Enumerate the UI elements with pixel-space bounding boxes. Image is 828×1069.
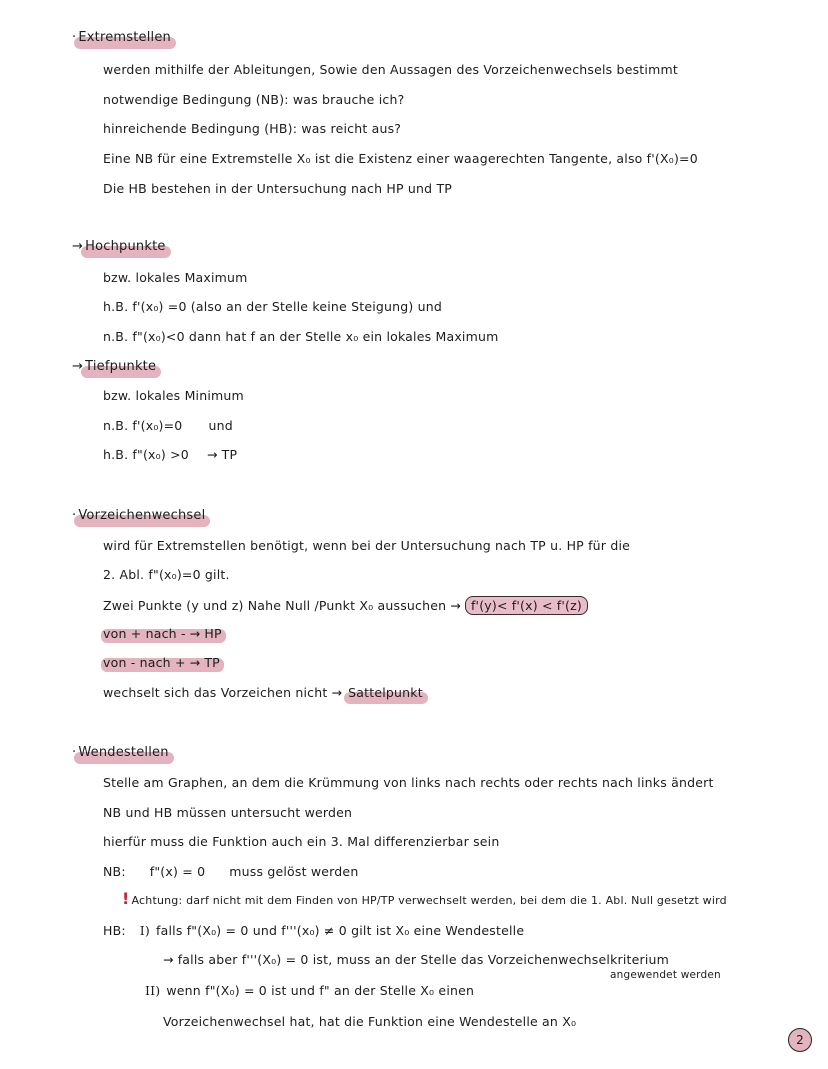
text-line: n.B. f"(x₀)<0 dann hat f an der Stelle x₀ ein lokales Maximum: [103, 329, 499, 344]
arrow-icon: →: [450, 598, 461, 613]
text-line: Vorzeichenwechsel hat, hat die Funktion eine Wendestelle an X₀: [163, 1014, 577, 1029]
arrow-icon: →: [72, 359, 84, 374]
heading-tiefpunkte: → Tiefpunkte: [72, 359, 157, 374]
exclamation-icon: !: [122, 889, 130, 908]
text-line: wird für Extremstellen benötigt, wenn bei der Untersuchung nach TP u. HP für die: [103, 538, 631, 553]
text-line: Eine NB für eine Extremstelle X₀ ist die Existenz einer waagerechten Tangente, also f'(X₀)=0: [103, 151, 698, 166]
text-line: h.B. f"(x₀) >0 → TP: [103, 447, 238, 462]
arrow-icon: →: [331, 685, 343, 700]
text-line: NB: f"(x) = 0 muss gelöst werden: [103, 864, 359, 879]
page-number: 2: [788, 1028, 812, 1052]
text-line: werden mithilfe der Ableitungen, Sowie den Aussagen des Vorzeichenwechsels bestimmt: [103, 62, 678, 77]
arrow-icon: →: [189, 655, 201, 670]
heading-wendestellen: · Wendestellen: [72, 745, 169, 760]
text-line: hinreichende Bedingung (HB): was reicht aus?: [103, 121, 402, 136]
text-line: HB: I) falls f"(X₀) = 0 und f'''(x₀) ≠ 0 gilt ist X₀ eine Wendestelle: [103, 923, 525, 938]
text-line: Zwei Punkte (y und z) Nahe Null /Punkt X₀ aussuchen → f'(y)< f'(x) < f'(z): [103, 596, 588, 615]
text-line: bzw. lokales Maximum: [103, 270, 248, 285]
heading-vorzeichenwechsel: · Vorzeichenwechsel: [72, 508, 206, 523]
heading-hochpunkte: → Hochpunkte: [72, 239, 166, 254]
text-line: Die HB bestehen in der Untersuchung nach HP und TP: [103, 181, 453, 196]
arrow-icon: →: [189, 626, 201, 641]
text-line: h.B. f'(x₀) =0 (also an der Stelle keine Steigung) und: [103, 299, 443, 314]
arrow-icon: →: [206, 447, 218, 462]
text-line: von + nach - → HP: [103, 626, 222, 641]
warning-note: ! Achtung: darf nicht mit dem Finden von HP/TP verwechselt werden, bei dem die 1. Abl. Null gesetzt wird: [122, 889, 727, 908]
boxed-formula: f'(y)< f'(x) < f'(z): [465, 596, 588, 615]
text-line: wechselt sich das Vorzeichen nicht → Sattelpunkt: [103, 685, 423, 700]
text-line: bzw. lokales Minimum: [103, 388, 244, 403]
text-line: 2. Abl. f"(x₀)=0 gilt.: [103, 567, 230, 582]
text-line: n.B. f'(x₀)=0 und: [103, 418, 233, 433]
text-line: hierfür muss die Funktion auch ein 3. Mal differenzierbar sein: [103, 834, 500, 849]
text-line: notwendige Bedingung (NB): was brauche ich?: [103, 92, 405, 107]
text-line: von - nach + → TP: [103, 655, 220, 670]
text-line: → falls aber f'''(X₀) = 0 ist, muss an der Stelle das Vorzeichenwechselkriterium: [163, 952, 670, 967]
text-line: angewendet werden: [610, 969, 721, 981]
arrow-icon: →: [72, 239, 84, 254]
arrow-icon: →: [163, 952, 174, 967]
text-line: NB und HB müssen untersucht werden: [103, 805, 353, 820]
text-line: II) wenn f"(X₀) = 0 ist und f" an der Stelle X₀ einen: [145, 983, 475, 998]
text-line: Stelle am Graphen, an dem die Krümmung von links nach rechts oder rechts nach links ändert: [103, 775, 714, 790]
heading-extremstellen: · Extremstellen: [72, 30, 171, 45]
